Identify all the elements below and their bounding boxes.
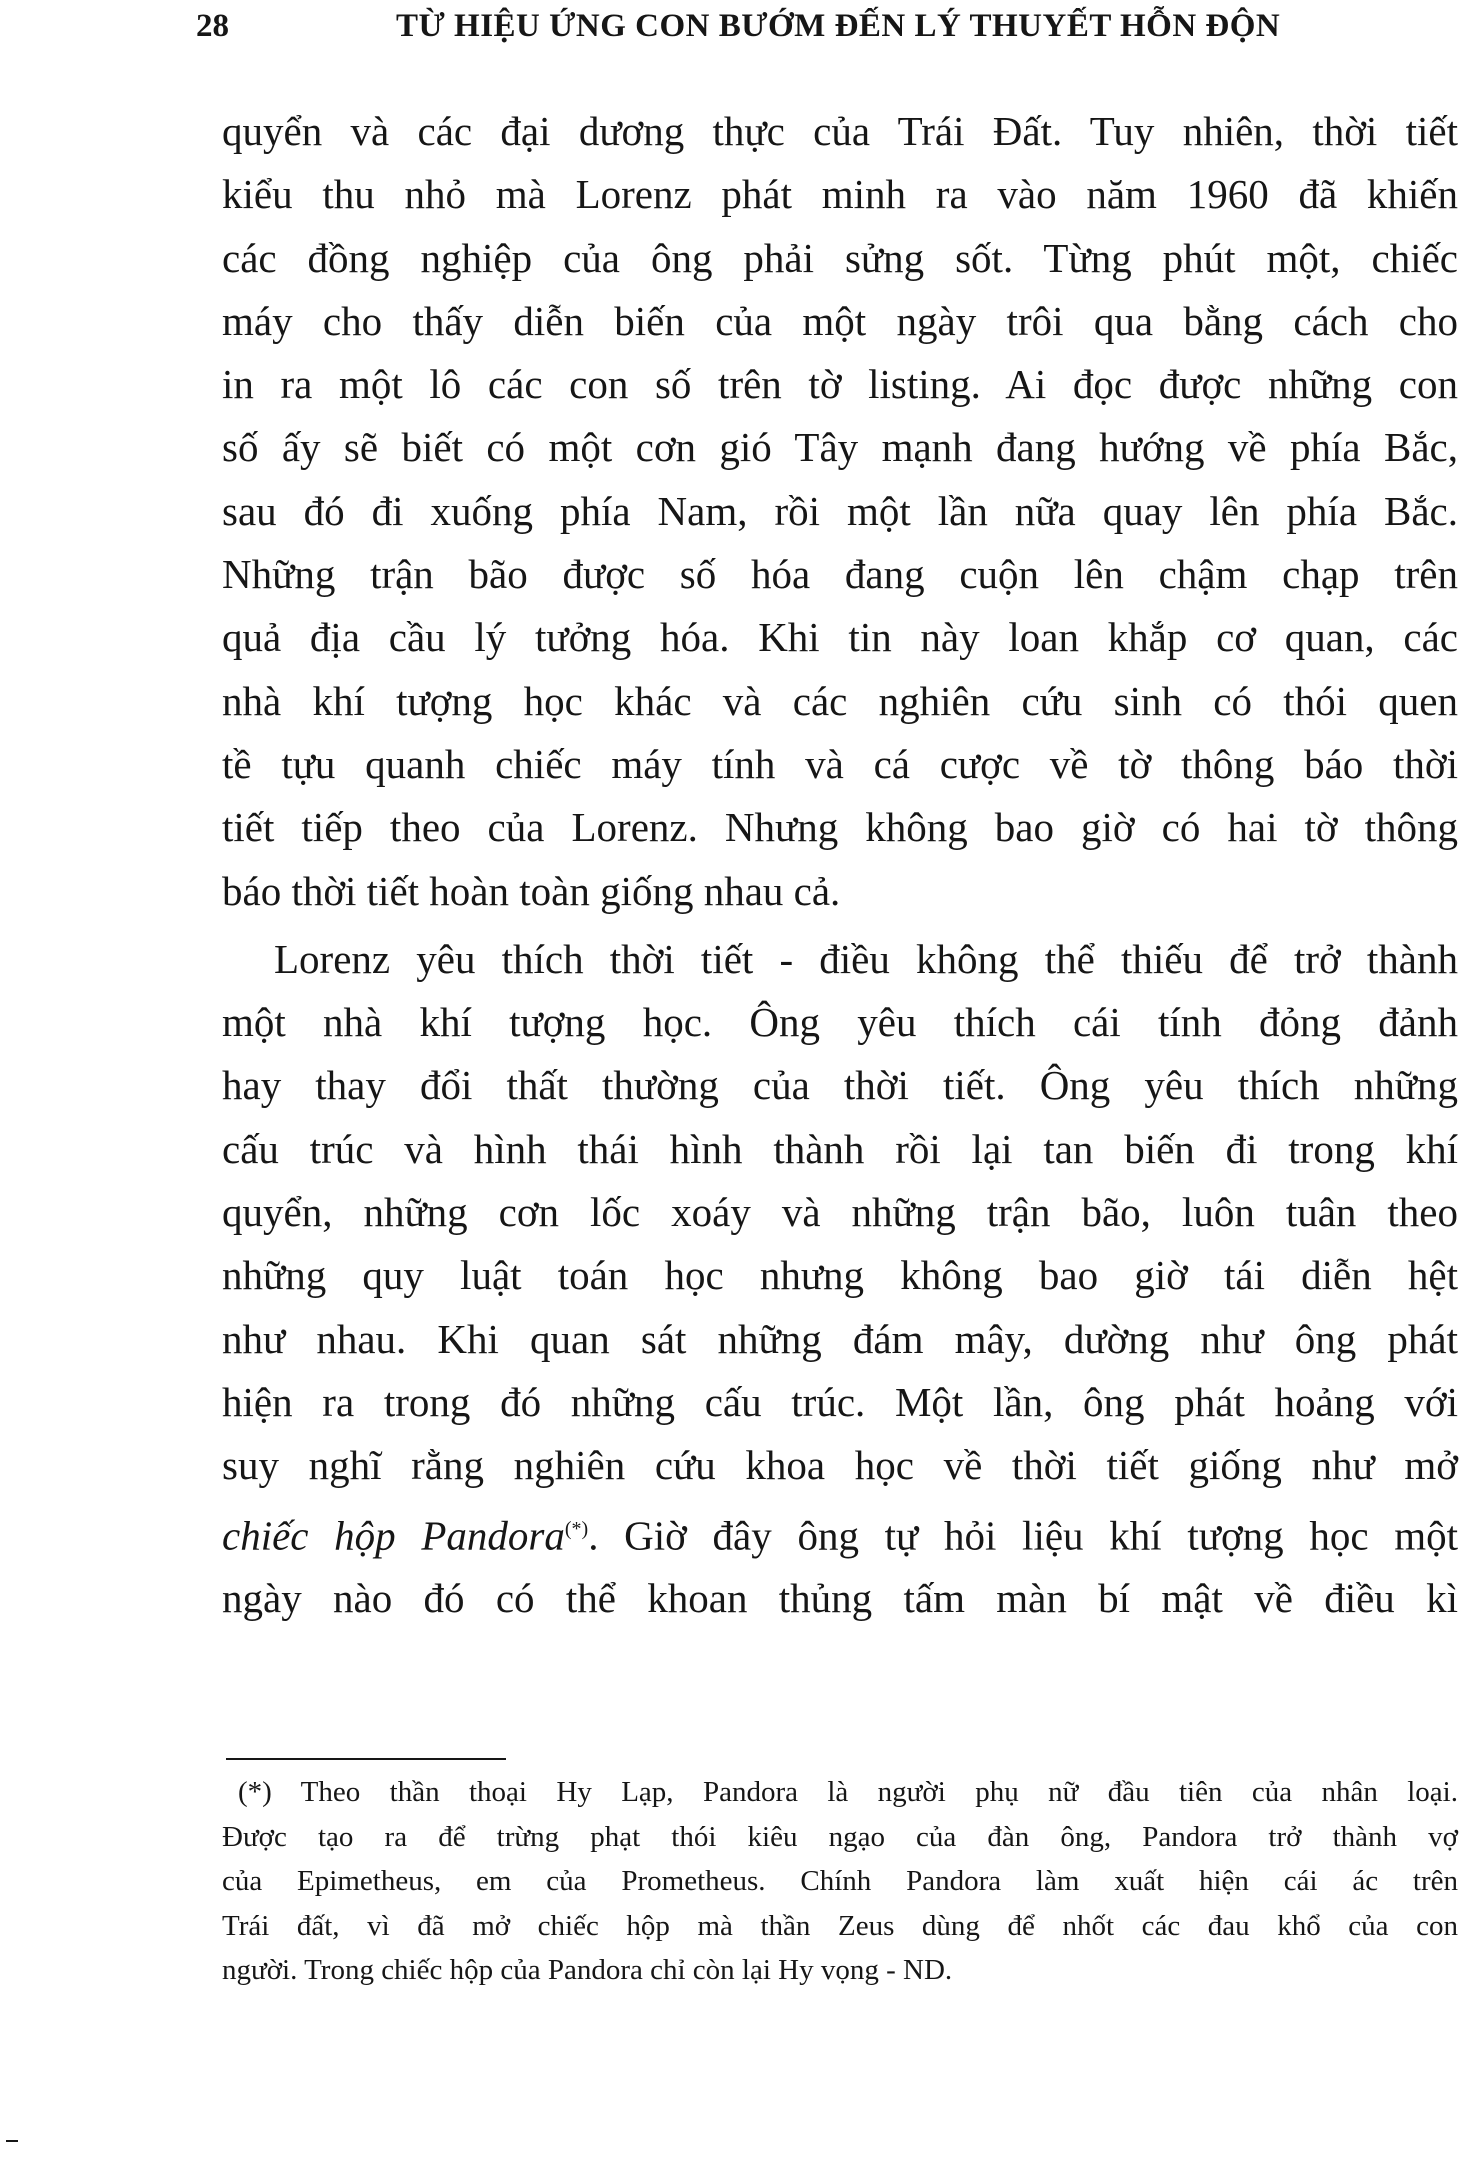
italic-phrase: chiếc hộp Pandora xyxy=(222,1512,565,1559)
text-line: những quy luật toán học nhưng không bao giờ tái diễn hệt xyxy=(222,1252,1458,1299)
text-line: số ấy sẽ biết có một cơn gió Tây mạnh đang hướng về phía Bắc, xyxy=(222,424,1458,471)
text-line: báo thời tiết hoàn toàn giống nhau cả. xyxy=(222,867,841,914)
paragraph-1 xyxy=(222,100,1458,923)
page-number: 28 xyxy=(196,8,229,44)
text-line: hay thay đổi thất thường của thời tiết. Ông yêu thích những xyxy=(222,1062,1458,1109)
text-line: nhà khí tượng học khác và các nghiên cứu sinh có thói quen xyxy=(222,677,1458,724)
text-line: quyển, những cơn lốc xoáy và những trận bão, luôn tuân theo xyxy=(222,1189,1458,1236)
body-text xyxy=(222,100,1458,1631)
text-line: sau đó đi xuống phía Nam, rồi một lần nữa quay lên phía Bắc. xyxy=(222,487,1458,534)
paragraph-2 xyxy=(222,928,1458,1631)
text-line: tiết tiếp theo của Lorenz. Nhưng không bao giờ có hai tờ thông xyxy=(222,804,1458,851)
text-line: tề tựu quanh chiếc máy tính và cá cược về tờ thông báo thời xyxy=(222,740,1458,787)
text-line: một nhà khí tượng học. Ông yêu thích cái tính đỏng đảnh xyxy=(222,999,1458,1046)
footnote-divider xyxy=(226,1758,506,1760)
footnote-line: Trái đất, vì đã mở chiếc hộp mà thần Zeus dùng để nhốt các đau khổ của con xyxy=(222,1909,1458,1942)
scan-edge-mark xyxy=(6,2140,18,2142)
text-line: in ra một lô các con số trên tờ listing. Ai đọc được những con xyxy=(222,361,1458,408)
running-header xyxy=(196,4,1386,48)
running-title: TỪ HIỆU ỨNG CON BƯỚM ĐẾN LÝ THUYẾT HỖN ĐỘN xyxy=(396,8,1281,44)
text-line-with-footnote xyxy=(222,1498,1458,1568)
text-line: suy nghĩ rằng nghiên cứu khoa học về thời tiết giống như mở xyxy=(222,1442,1458,1489)
footnote-line: Được tạo ra để trừng phạt thói kiêu ngạo của đàn ông, Pandora trở thành vợ xyxy=(222,1820,1458,1853)
text-line: kiểu thu nhỏ mà Lorenz phát minh ra vào năm 1960 đã khiến xyxy=(222,171,1458,218)
footnote-line: của Epimetheus, em của Prometheus. Chính Pandora làm xuất hiện cái ác trên xyxy=(222,1865,1458,1897)
text-line: cấu trúc và hình thái hình thành rồi lại tan biến đi trong khí xyxy=(222,1125,1458,1172)
footnote-line: (*) Theo thần thoại Hy Lạp, Pandora là người phụ nữ đầu tiên của nhân loại. xyxy=(238,1776,1458,1808)
text-line: các đồng nghiệp của ông phải sửng sốt. Từng phút một, chiếc xyxy=(222,234,1458,281)
text-line: hiện ra trong đó những cấu trúc. Một lần, ông phát hoảng với xyxy=(222,1378,1458,1425)
footnote-reference[interactable]: (*) xyxy=(564,1517,589,1540)
text-line: quyển và các đại dương thực của Trái Đất. Tuy nhiên, thời tiết xyxy=(222,108,1458,154)
text-line: Lorenz yêu thích thời tiết - điều không thể thiếu để trở thành xyxy=(274,935,1458,982)
text-line: ngày nào đó có thể khoan thủng tấm màn bí mật về điều kì xyxy=(222,1575,1458,1622)
footnote xyxy=(222,1770,1458,1993)
text-line: máy cho thấy diễn biến của một ngày trôi qua bằng cách cho xyxy=(222,297,1458,344)
text-line: Những trận bão được số hóa đang cuộn lên chậm chạp trên xyxy=(222,551,1458,598)
text-line-rest: . Giờ đây ông tự hỏi liệu khí tượng học một xyxy=(588,1512,1459,1559)
text-line: như nhau. Khi quan sát những đám mây, dường như ông phát xyxy=(222,1315,1458,1362)
text-line: quả địa cầu lý tưởng hóa. Khi tin này loan khắp cơ quan, các xyxy=(222,614,1458,661)
footnote-line: người. Trong chiếc hộp của Pandora chỉ còn lại Hy vọng - ND. xyxy=(222,1954,953,1986)
